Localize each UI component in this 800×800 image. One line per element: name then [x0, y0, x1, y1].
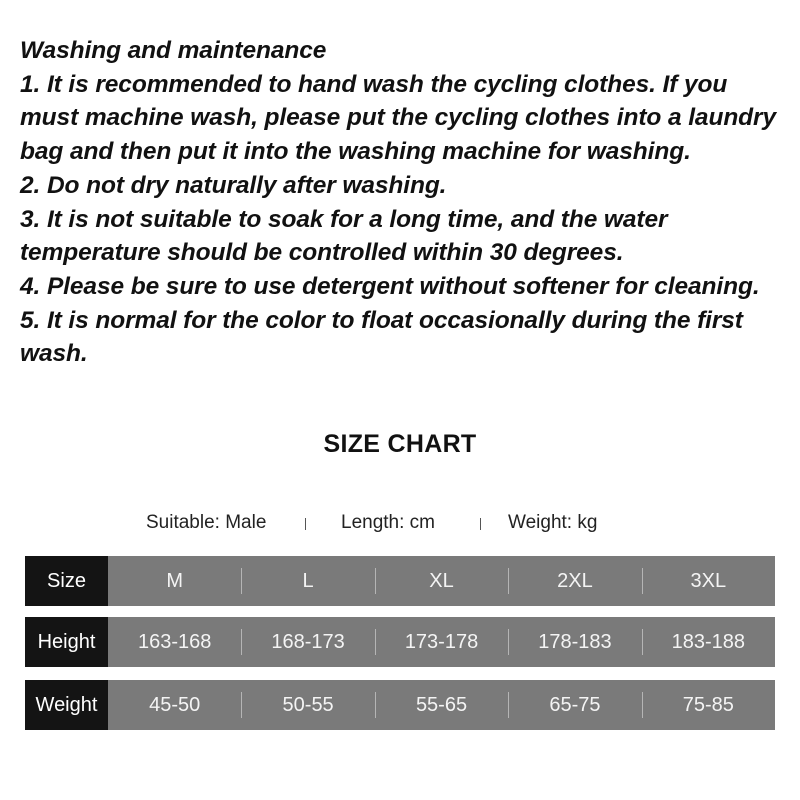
weight-row — [25, 680, 775, 730]
washing-item-2: 2. Do not dry naturally after washing. — [20, 171, 447, 199]
washing-instructions — [20, 34, 790, 371]
washing-item-4: 4. Please be sure to use detergent without softener for cleaning. — [20, 272, 760, 300]
weight-cell: 55-65 — [375, 680, 508, 730]
weight-cell: 45-50 — [149, 693, 201, 716]
height-cell: 183-188 — [642, 617, 775, 667]
height-cell: 178-183 — [508, 617, 641, 667]
length-unit-label: Length: cm — [341, 512, 435, 533]
size-cell: M — [166, 569, 184, 592]
weight-unit-label: Weight: kg — [508, 512, 598, 533]
row-label: Weight — [25, 680, 108, 730]
size-chart-meta — [0, 512, 800, 538]
size-cell: L — [241, 556, 374, 606]
height-cell: 163-168 — [138, 630, 212, 653]
size-row — [25, 556, 775, 606]
size-cell: XL — [375, 556, 508, 606]
row-label: Height — [25, 617, 108, 667]
washing-item-5: 5. It is normal for the color to float occasionally during the first wash. — [20, 306, 743, 368]
meta-separator — [480, 518, 481, 530]
weight-cell: 75-85 — [642, 680, 775, 730]
meta-separator — [305, 518, 306, 530]
size-cell: 3XL — [642, 556, 775, 606]
size-chart-title: SIZE CHART — [323, 430, 477, 458]
washing-title: Washing and maintenance — [20, 37, 327, 64]
washing-item-1: 1. It is recommended to hand wash the cycling clothes. If you must machine wash, please put the cycling clothes into a laundry bag and then put it into the washing machine for washing. — [20, 70, 777, 166]
height-cell: 173-178 — [375, 617, 508, 667]
weight-cell: 50-55 — [241, 680, 374, 730]
height-row — [25, 617, 775, 667]
size-cell: 2XL — [508, 556, 641, 606]
washing-item-3: 3. It is not suitable to soak for a long time, and the water temperature should be controlled within 30 degrees. — [20, 205, 668, 267]
suitable-label: Suitable: Male — [146, 512, 267, 533]
height-cell: 168-173 — [241, 617, 374, 667]
row-label: Size — [25, 556, 108, 606]
weight-cell: 65-75 — [508, 680, 641, 730]
